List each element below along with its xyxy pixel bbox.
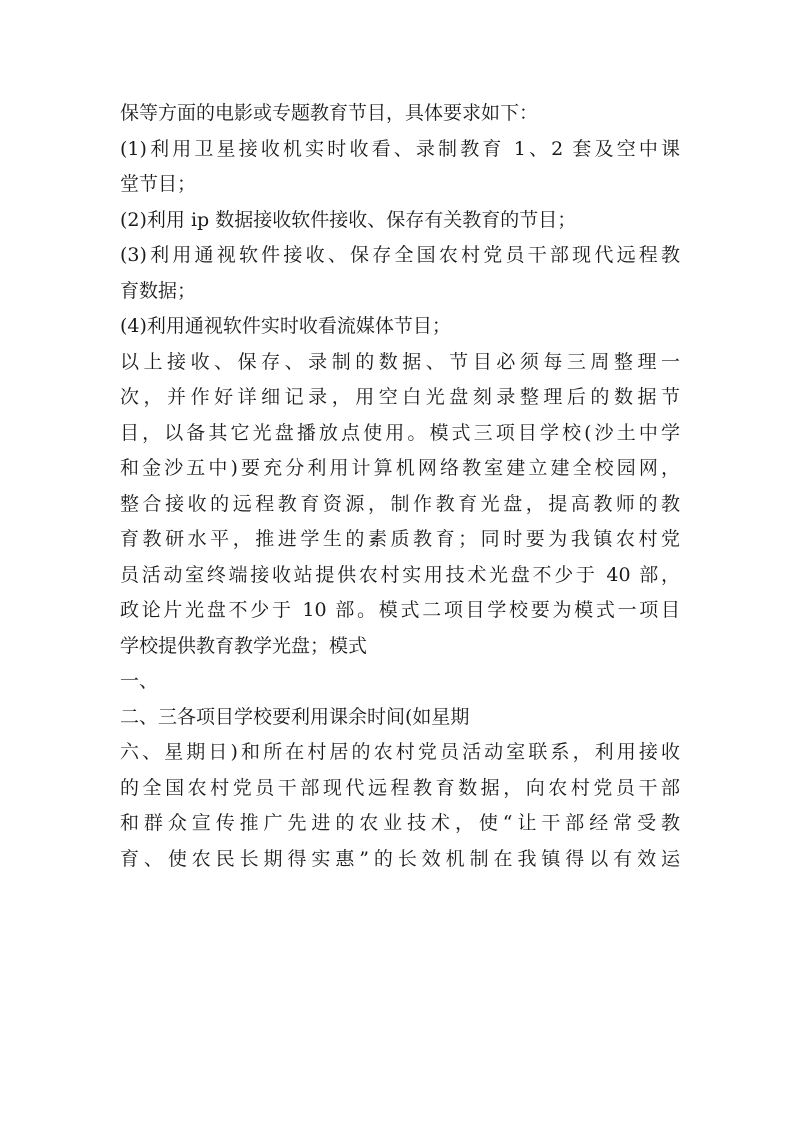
text-line: (1)利用卫星接收机实时收看、录制教育 1、2 套及空中课: [120, 137, 680, 160]
text-line: 育教研水平，推进学生的素质教育；同时要为我镇农村党: [120, 528, 680, 550]
text-line: 保等方面的电影或专题教育节目，具体要求如下：: [120, 102, 539, 124]
text-line: 次，并作好详细记录，用空白光盘刻录整理后的数据节: [120, 386, 680, 408]
text-line: 的全国农村党员干部现代远程教育数据，向农村党员干部: [120, 776, 680, 799]
text-line: 政论片光盘不少于 10 部。模式二项目学校要为模式一项目: [120, 599, 680, 621]
text-line: 和群众宣传推广先进的农业技术，使“让干部经常受教: [120, 812, 680, 834]
text-line: 目，以备其它光盘播放点使用。模式三项目学校(沙土中学: [120, 421, 680, 444]
text-line: 和金沙五中)要充分利用计算机网络教室建立建全校园网，: [120, 457, 680, 479]
text-line: 一、: [120, 670, 159, 692]
text-line: 六、星期日)和所在村居的农村党员活动室联系，利用接收: [120, 741, 680, 763]
text-line: (4)利用通视软件实时收看流媒体节目；: [120, 315, 451, 337]
text-line: 育数据；: [120, 279, 197, 302]
text-line: 育、使农民长期得实惠”的长效机制在我镇得以有效运: [120, 847, 680, 870]
text-line: 员活动室终端接收站提供农村实用技术光盘不少于 40 部，: [120, 563, 680, 586]
text-line: 以上接收、保存、录制的数据、节目必须每三周整理一: [120, 350, 680, 373]
text-line: 二、三各项目学校要利用课余时间(如星期: [120, 705, 470, 728]
text-line: (3)利用通视软件接收、保存全国农村党员干部现代远程教: [120, 244, 680, 266]
text-line: 堂节目；: [120, 173, 197, 195]
body-text: [120, 96, 680, 877]
text-line: 整合接收的远程教育资源，制作教育光盘，提高教师的教: [120, 492, 680, 515]
text-line: 学校提供教育教学光盘；模式: [120, 634, 368, 657]
text-line: (2)利用 ip 数据接收软件接收、保存有关教育的节目；: [120, 208, 577, 231]
